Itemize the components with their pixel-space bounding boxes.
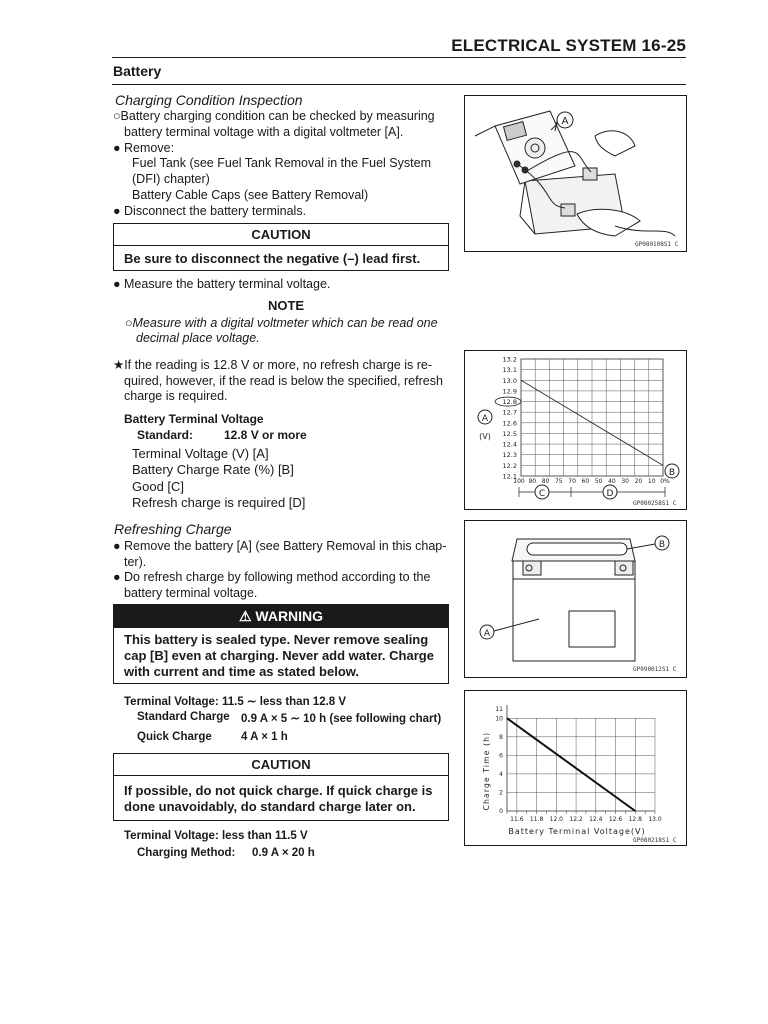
x-tick-label: 12.8 [628,816,642,823]
y-tick-label: 6 [499,752,503,760]
refresh-line: ter). [124,555,147,569]
star-line: ★If the reading is 12.8 V or more, no refresh charge is re- [113,358,432,372]
y-tick-label: 12.3 [502,451,517,460]
x-tick-label: 11.6 [510,816,524,823]
figure-code: GP080108S1 C [635,241,679,248]
legend-item: Good [C] [132,479,185,494]
page-header-title: ELECTRICAL SYSTEM 16-25 [451,36,686,55]
x-axis-label: Battery Terminal Voltage(V) [508,827,646,836]
inspection-line: ● Disconnect the battery terminals. [113,204,307,218]
voltmeter-illustration [465,96,686,251]
x-tick-label: 12.4 [589,816,603,823]
note-line: ○Measure with a digital voltmeter which can be read one [125,316,438,330]
charge-time-chart [465,691,686,845]
x-tick-label: 12.6 [608,816,623,823]
warning-line: This battery is sealed type. Never remove sealing [124,632,429,647]
y-tick-label: 13.1 [502,366,517,375]
callout-c: C [538,489,546,499]
y-tick-label: 12.5 [502,429,517,438]
y-tick-label: 11 [495,706,503,713]
refresh-line: ● Do refresh charge by following method according to the [113,570,431,584]
warning-line: with current and time as stated below. [124,664,360,679]
star-line: quired, however, if the read is below the specified, refresh [124,374,443,388]
spec-title: Battery Terminal Voltage [124,412,264,426]
callout-d: D [606,489,614,499]
inspection-line: battery terminal voltage with a digital voltmeter [A]. [124,125,404,139]
x-tick-label: 75 [554,478,563,485]
x-tick-label: 12.0 [549,816,564,823]
inspection-line: Fuel Tank (see Fuel Tank Removal in the Fuel System [132,156,431,170]
x-tick-label: 90 [528,478,537,485]
range-refresh [571,485,665,499]
callout-a-marker [478,410,492,441]
series-line [507,718,635,811]
legend-item: Battery Charge Rate (%) [B] [132,462,294,477]
y-tick-label: 10 [495,715,503,723]
spec-value: 12.8 V or more [224,428,307,442]
x-tick-label: 11.8 [529,816,544,823]
range-good [519,485,571,499]
x-tick-labels [510,816,662,823]
refresh-line: battery terminal voltage. [124,586,258,600]
callout-b-marker [627,536,669,550]
figure-code: GP090012S1 C [633,666,677,673]
figure-code: GP080258S1 C [633,500,677,507]
callout-a: A [561,116,569,127]
callout-b: B [668,468,676,478]
y-tick-label: 12.1 [502,472,517,481]
warning-line: cap [B] even at charging. Never add water. Charge [124,648,434,663]
x-tick-labels [513,478,670,485]
y-tick-label: 12.7 [502,408,517,417]
charging-inspection-heading: Charging Condition Inspection [115,92,303,108]
section-rule [112,84,686,85]
note-title: NOTE [267,298,305,313]
x-tick-label: 0% [660,478,670,485]
y-tick-label: 8 [499,733,503,741]
y-tick-label: 12.4 [502,440,517,449]
header-rule [112,57,686,58]
star-line: charge is required. [124,389,228,403]
x-tick-label: 60 [581,478,590,485]
refreshing-heading: Refreshing Charge [114,521,232,537]
warning-box [113,604,449,684]
y-axis-label: Charge Time (h) [482,731,491,811]
x-tick-label: 70 [568,478,576,485]
y-tick-label: 12.9 [502,387,517,396]
inspection-line: Battery Cable Caps (see Battery Removal) [132,188,369,202]
callout-a: A [481,414,489,424]
legend-item: Terminal Voltage (V) [A] [132,446,269,461]
y-tick-label: 12.8 [502,398,517,407]
caution2-title: CAUTION [114,754,448,776]
y-tick-label: 4 [499,770,503,778]
callout-b-marker [665,464,679,478]
callout-b: B [658,540,666,550]
x-tick-label: 12.2 [569,816,583,823]
inspection-line: ○Battery charging condition can be checked by measuring [113,109,435,123]
refresh-line: ● Remove the battery [A] (see Battery Removal in this chap- [113,539,447,553]
x-tick-label: 10 [647,478,656,485]
y-tick-label: 2 [499,789,503,797]
y-tick-label: 12.2 [502,461,517,470]
x-tick-label: 20 [634,478,643,485]
quick-charge-value: 4 A × 1 h [241,731,288,743]
axis-unit: (V) [479,432,491,441]
legend-item: Refresh charge is required [D] [132,495,306,510]
caution-box-2 [113,753,449,821]
caution-box [113,223,449,271]
inspection-line: (DFI) chapter) [132,172,210,186]
y-tick-labels [495,706,503,815]
warning-icon: ⚠ [238,608,252,624]
caution-text: Be sure to disconnect the negative (–) lead first. [124,251,421,266]
figure-battery [464,520,687,678]
inspection-line: ● Remove: [113,141,175,155]
figure-voltmeter [464,95,687,252]
x-tick-label: 13.0 [648,816,662,823]
x-tick-label: 80 [541,478,550,485]
charging-method-value: 0.9 A × 20 h [252,847,315,859]
y-tick-label: 12.6 [502,419,517,428]
quick-charge-label: Quick Charge [137,731,212,743]
caution2-line: done unavoidably, do standard charge later on. [124,799,416,814]
measure-line: ● Measure the battery terminal voltage. [113,277,331,291]
x-tick-label: 30 [621,478,630,485]
caution2-line: If possible, do not quick charge. If quick charge is [124,783,433,798]
chart-grid [507,705,655,814]
spec-label: Standard: [137,428,194,442]
figure-code: GP080218S1 C [633,837,677,844]
y-tick-label: 13.0 [502,376,517,385]
y-tick-labels [503,356,517,481]
tv1-label: Terminal Voltage: 11.5 ∼ less than 12.8 V [124,696,347,708]
callout-a: A [483,629,491,639]
x-tick-label: 50 [594,478,603,485]
figure-voltage-chart [464,350,687,510]
battery-illustration [465,521,686,677]
standard-charge-label: Standard Charge [137,711,230,723]
x-tick-label: 100 [513,478,525,485]
warning-header [114,605,448,628]
x-tick-label: 40 [608,478,616,485]
chart-grid [521,359,663,476]
standard-charge-value: 0.9 A × 5 ∼ 10 h (see following chart) [241,713,442,725]
warning-title: WARNING [255,608,324,624]
voltage-chart [465,351,686,509]
charging-method-label: Charging Method: [137,847,236,859]
section-title: Battery [113,63,162,79]
caution-title: CAUTION [114,224,448,246]
figure-charge-time-chart [464,690,687,846]
y-tick-label: 0 [499,808,503,815]
tv2-label: Terminal Voltage: less than 11.5 V [124,830,308,842]
note-line: decimal place voltage. [136,331,260,345]
y-tick-label: 13.2 [502,355,517,364]
